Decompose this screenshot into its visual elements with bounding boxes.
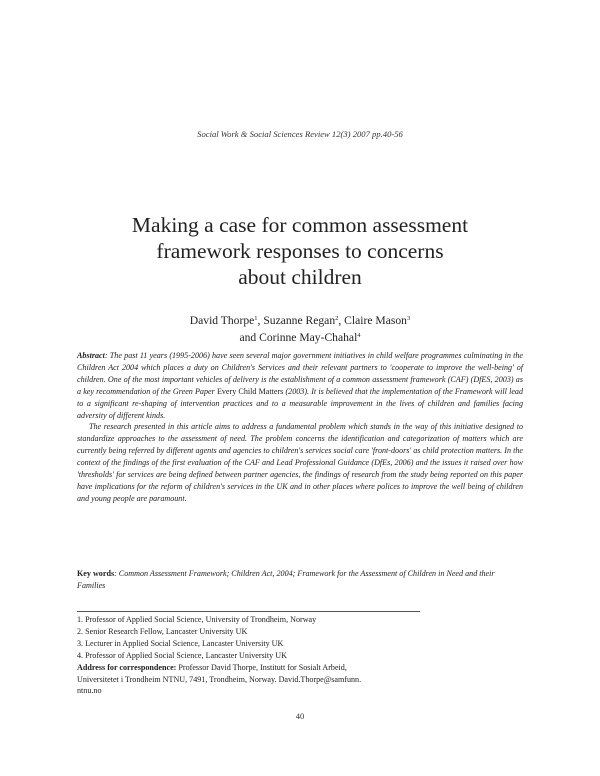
correspondence-line: ntnu.no xyxy=(77,686,102,696)
abstract-paragraph: Abstract: The past 11 years (1995-2006) have seen several major government initiatives in child welfare programmes culminating in the Children Act 2004 which places a duty on Children's Services and their relevant partners to 'cooperate to improve the well-being' of children. One of the most important vehicles of delivery is the establishment of a common assessment framework (CAF) (DfES, 2003) as a key recommendation of the Green Paper Every Child Matters (2003). It is believed that the implementation of the Framework will lead to a significant re-shaping of intervention practices and to a measurable improvement in the lives of children and families facing adversity of different kinds. xyxy=(77,351,524,420)
footnote-rule xyxy=(77,611,420,612)
author-name: Claire Mason xyxy=(344,314,407,327)
abstract-label: Abstract xyxy=(77,351,105,360)
footnote: 2. Senior Research Fellow, Lancaster University UK xyxy=(77,626,248,636)
author-mark: 1 xyxy=(254,315,258,322)
author-mark: 3 xyxy=(406,315,411,322)
footnote: 3. Lecturer in Applied Social Science, Lancaster University UK xyxy=(77,638,284,648)
article-title xyxy=(60,212,540,290)
author-list xyxy=(60,312,540,345)
title-line: Making a case for common assessment xyxy=(131,213,469,237)
footnote: 1. Professor of Applied Social Science, University of Trondheim, Norway xyxy=(77,615,317,624)
author-name: and Corinne May-Chahal xyxy=(239,330,358,344)
author-mark: 4 xyxy=(357,331,361,339)
title-line: about children xyxy=(238,265,362,289)
abstract-paragraph: The research presented in this article aims to address a fundamental problem which stands in the way of this initiative designed to standardize approaches to the assessment of need. The problem concerns the identification and categorization of matters which are currently being referred by different agents and agencies to children's services social care 'front-doors' as child protection matters. In the context of the findings of the first evaluation of the CAF and Lead Professional Guidance (DfEs, 2006) and the issues it raised over how 'thresholds' for services are being defined between partner agencies, the findings of research from the study being reported on this paper have implications for the reform of children's services in the UK and in other places where polices to improve the well being of children and young people are paramount. xyxy=(77,422,523,503)
author-name: David Thorpe xyxy=(189,314,255,327)
keywords: Key words: Common Assessment Framework; Children Act, 2004; Framework for the Assessment of Children in Need and their Families xyxy=(77,569,495,590)
correspondence-label: Address for correspondence: xyxy=(77,662,177,672)
footnotes xyxy=(77,614,447,697)
page-number: 40 xyxy=(295,711,305,721)
correspondence-line: Universitetet i Trondheim NTNU, 7491, Trondheim, Norway. David.Thorpe@samfunn. xyxy=(77,674,362,684)
author-line: David Thorpe$^1$, Suzanne Regan$^2$, Claire Mason$^3$ xyxy=(189,314,411,327)
correspondence: Address for correspondence: Professor David Thorpe, Institutt for Sosialt Arbeid, xyxy=(77,662,347,672)
author-name: Suzanne Regan xyxy=(263,314,336,327)
title-line: framework responses to concerns xyxy=(156,239,444,263)
abstract xyxy=(77,350,523,505)
author-mark: 2 xyxy=(335,315,339,322)
keywords-label: Key words xyxy=(77,569,115,578)
author-line xyxy=(60,329,540,346)
footnote: 4. Professor of Applied Social Science, Lancaster University UK xyxy=(77,650,287,660)
journal-citation: Social Work & Social Sciences Review 12(3) 2007 pp.40-56 xyxy=(197,129,403,139)
